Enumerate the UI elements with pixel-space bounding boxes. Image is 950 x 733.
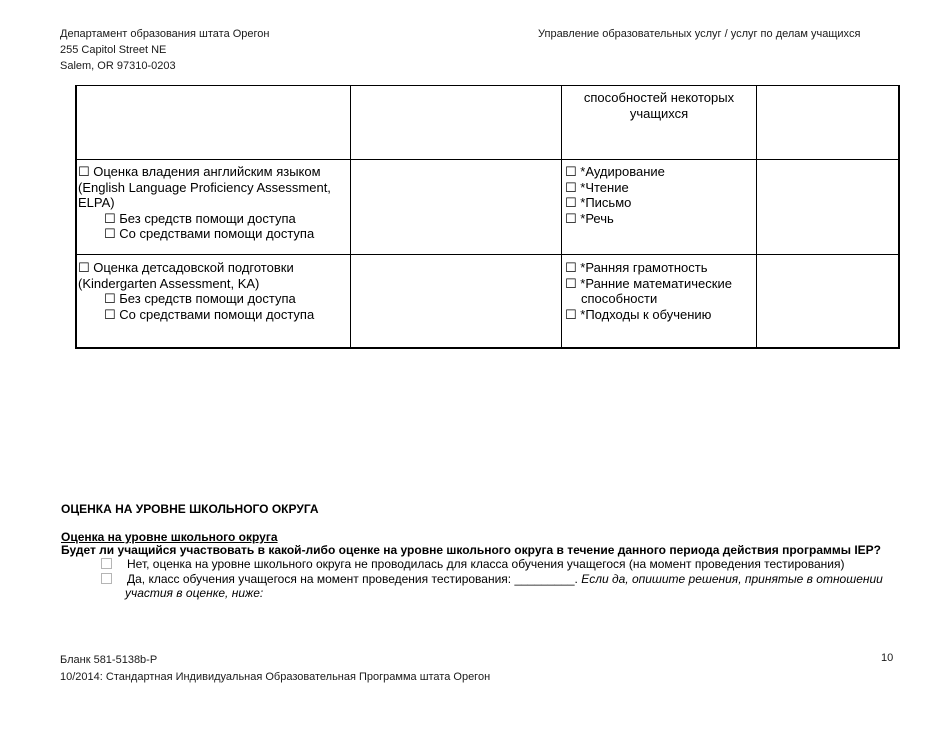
option-yes-instruction-continued: участия в оценке, ниже: [125, 586, 264, 600]
table-row-divider-1 [75, 159, 900, 160]
listening-checkbox[interactable]: ☐ *Аудирование [565, 164, 665, 179]
table-col-divider-3 [756, 85, 757, 349]
header-city: Salem, OR 97310-0203 [60, 60, 176, 72]
elpa-checkbox-label[interactable]: ☐ Оценка владения английским языком [78, 164, 321, 179]
writing-checkbox[interactable]: ☐ *Письмо [565, 195, 632, 210]
speaking-checkbox[interactable]: ☐ *Речь [565, 210, 614, 226]
ka-domains-cell: ☐ *Ранняя грамотность ☐ *Ранние математические способности ☐ *Подходы к обучению [565, 260, 732, 322]
early-math-checkbox[interactable]: ☐ *Ранние математические [565, 275, 732, 291]
option-yes-label: Да, класс обучения учащегося на момент проведения тестирования: _________. [127, 572, 578, 586]
early-literacy-checkbox[interactable]: ☐ *Ранняя грамотность [565, 260, 708, 275]
ka-checkbox-label[interactable]: ☐ Оценка детсадовской подготовки [78, 260, 294, 275]
footer-form-number: Бланк 581-5138b-P [60, 654, 158, 666]
ka-no-accommodations-checkbox[interactable]: ☐ Без средств помощи доступа [104, 291, 296, 306]
footer-date-title: 10/2014: Стандартная Индивидуальная Образовательная Программа штата Орегон [60, 671, 491, 683]
page-number: 10 [881, 652, 894, 664]
option-yes-checkbox[interactable] [101, 573, 112, 584]
section-title: ОЦЕНКА НА УРОВНЕ ШКОЛЬНОГО ОКРУГА [61, 502, 319, 516]
reading-checkbox[interactable]: ☐ *Чтение [565, 179, 629, 195]
table-border-top [75, 85, 900, 86]
table-border-left [75, 85, 77, 349]
district-question: Будет ли учащийся участвовать в какой-либо оценке на уровне школьного округа в течение данного периода действия программы IEP? [61, 543, 882, 557]
table-border-bottom [75, 347, 900, 349]
table-col-divider-2 [561, 85, 562, 349]
ka-cell: ☐ Оценка детсадовской подготовки (Kindergarten Assessment, KA) ☐ Без средств помощи доступа ☐ Со средствами помощи доступа [78, 260, 315, 322]
elpa-domains-cell [565, 164, 665, 226]
section-subtitle: Оценка на уровне школьного округа [61, 530, 278, 544]
header-right: Управление образовательных услуг / услуг по делам учащихся [538, 28, 861, 40]
row1-col3-text: способностей некоторых учащихся [583, 90, 735, 121]
header-left [60, 26, 270, 74]
elpa-with-accommodations-checkbox[interactable]: ☐ Со средствами помощи доступа [104, 226, 315, 241]
table-col-divider-1 [350, 85, 351, 349]
option-no-label: Нет, оценка на уровне школьного округа не проводилась для класса обучения учащегося (на момент проведения тестирования) [127, 557, 845, 571]
footer-left [60, 652, 490, 686]
option-no-checkbox[interactable] [101, 558, 112, 569]
option-yes[interactable] [101, 572, 883, 587]
approaches-to-learning-checkbox[interactable]: ☐ *Подходы к обучению [565, 306, 712, 322]
header-department: Департамент образования штата Орегон [60, 28, 270, 40]
header-street: 255 Capitol Street NE [60, 44, 167, 56]
table-border-right [898, 85, 900, 349]
assessment-table [75, 85, 900, 349]
option-no[interactable] [101, 557, 844, 572]
elpa-no-accommodations-checkbox[interactable]: ☐ Без средств помощи доступа [104, 210, 296, 226]
ka-with-accommodations-checkbox[interactable]: ☐ Со средствами помощи доступа [104, 306, 315, 322]
table-row-divider-2 [75, 254, 900, 255]
option-yes-instruction: Если да, опишите решения, принятые в отношении [581, 572, 883, 586]
elpa-cell: ☐ Оценка владения английским языком (English Language Proficiency Assessment, ELPA) ☐ Без средств помощи доступа ☐ Со средствами помощи доступа [78, 164, 331, 241]
